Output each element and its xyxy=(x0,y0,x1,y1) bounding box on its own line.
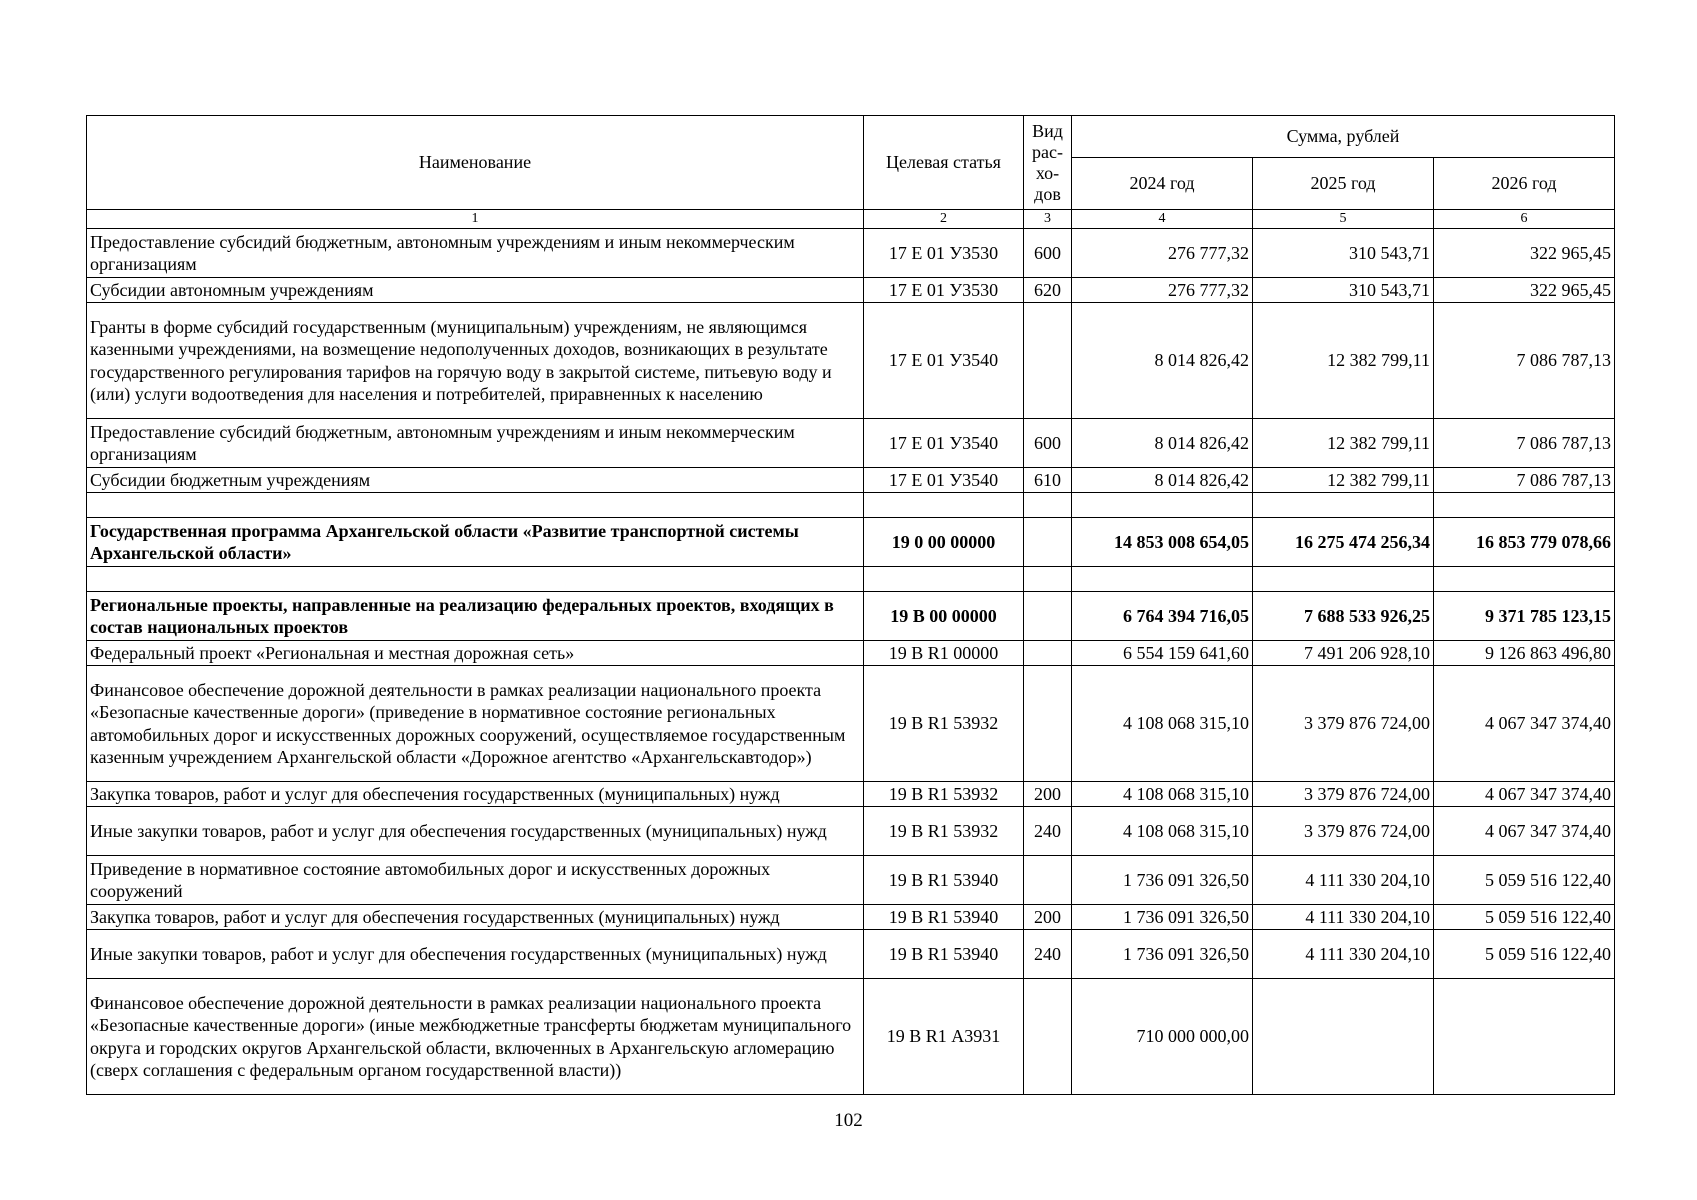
row-expense-type: 200 xyxy=(1024,782,1072,807)
row-target-code: 19 В R1 00000 xyxy=(864,641,1024,666)
budget-table xyxy=(86,115,1615,1095)
row-expense-type xyxy=(1024,567,1072,592)
row-sum-2025 xyxy=(1253,493,1434,518)
row-expense-type xyxy=(1024,303,1072,419)
row-sum-2026: 9 126 863 496,80 xyxy=(1434,641,1615,666)
row-expense-type xyxy=(1024,856,1072,905)
header-expense-type xyxy=(1024,116,1072,210)
row-target-code: 17 Е 01 У3540 xyxy=(864,303,1024,419)
column-index: 4 xyxy=(1072,210,1253,229)
row-name: Финансовое обеспечение дорожной деятельности в рамках реализации национального проекта «Безопасные качественные дороги» (иные межбюджетные трансферты бюджетам муниципального округа и городских округов Архангельской области, включенных в Архангельскую агломерацию (сверх соглашения с федеральным органом государственной власти)) xyxy=(87,979,864,1095)
row-sum-2025: 4 111 330 204,10 xyxy=(1253,856,1434,905)
table-row xyxy=(87,979,1615,1095)
row-sum-2024: 8 014 826,42 xyxy=(1072,419,1253,468)
row-sum-2026 xyxy=(1434,493,1615,518)
row-sum-2024: 4 108 068 315,10 xyxy=(1072,807,1253,856)
row-name: Приведение в нормативное состояние автомобильных дорог и искусственных дорожных сооружений xyxy=(87,856,864,905)
row-sum-2024: 6 554 159 641,60 xyxy=(1072,641,1253,666)
row-expense-type xyxy=(1024,666,1072,782)
row-expense-type: 240 xyxy=(1024,930,1072,979)
row-sum-2025: 7 688 533 926,25 xyxy=(1253,592,1434,641)
header-sum: Сумма, рублей xyxy=(1072,116,1615,158)
row-name: Закупка товаров, работ и услуг для обеспечения государственных (муниципальных) нужд xyxy=(87,905,864,930)
table-row xyxy=(87,592,1615,641)
column-index: 3 xyxy=(1024,210,1072,229)
row-sum-2024: 6 764 394 716,05 xyxy=(1072,592,1253,641)
row-sum-2026: 7 086 787,13 xyxy=(1434,468,1615,493)
row-target-code: 19 0 00 00000 xyxy=(864,518,1024,567)
row-name: Федеральный проект «Региональная и местная дорожная сеть» xyxy=(87,641,864,666)
page-number: 102 xyxy=(834,1110,863,1131)
row-sum-2026: 4 067 347 374,40 xyxy=(1434,782,1615,807)
row-name: Иные закупки товаров, работ и услуг для обеспечения государственных (муниципальных) нужд xyxy=(87,930,864,979)
row-name: Финансовое обеспечение дорожной деятельности в рамках реализации национального проекта «Безопасные качественные дороги» (приведение в нормативное состояние региональных автомобильных дорог и искусственных дорожных сооружений, осуществляемое государственным казенным учреждением Архангельской области «Дорожное агентство «Архангельскавтодор») xyxy=(87,666,864,782)
table-row xyxy=(87,666,1615,782)
table-row xyxy=(87,641,1615,666)
row-sum-2025: 12 382 799,11 xyxy=(1253,419,1434,468)
row-sum-2025: 12 382 799,11 xyxy=(1253,303,1434,419)
row-target-code: 17 Е 01 У3530 xyxy=(864,278,1024,303)
row-sum-2024: 14 853 008 654,05 xyxy=(1072,518,1253,567)
row-sum-2025: 4 111 330 204,10 xyxy=(1253,905,1434,930)
row-sum-2026: 5 059 516 122,40 xyxy=(1434,930,1615,979)
row-sum-2025: 16 275 474 256,34 xyxy=(1253,518,1434,567)
row-sum-2024: 1 736 091 326,50 xyxy=(1072,905,1253,930)
table-row xyxy=(87,303,1615,419)
row-sum-2024: 1 736 091 326,50 xyxy=(1072,930,1253,979)
row-sum-2026: 4 067 347 374,40 xyxy=(1434,807,1615,856)
row-sum-2024 xyxy=(1072,493,1253,518)
row-target-code: 19 В R1 53940 xyxy=(864,856,1024,905)
header-name: Наименование xyxy=(87,116,864,210)
row-sum-2024: 8 014 826,42 xyxy=(1072,468,1253,493)
row-expense-type xyxy=(1024,518,1072,567)
header-type-line: дов xyxy=(1034,183,1061,204)
column-index: 1 xyxy=(87,210,864,229)
row-target-code: 19 В R1 53932 xyxy=(864,666,1024,782)
row-sum-2025: 310 543,71 xyxy=(1253,229,1434,278)
row-name: Закупка товаров, работ и услуг для обеспечения государственных (муниципальных) нужд xyxy=(87,782,864,807)
row-expense-type xyxy=(1024,641,1072,666)
row-sum-2025: 310 543,71 xyxy=(1253,278,1434,303)
row-sum-2024: 4 108 068 315,10 xyxy=(1072,666,1253,782)
table-row xyxy=(87,229,1615,278)
row-target-code xyxy=(864,567,1024,592)
table-row xyxy=(87,493,1615,518)
row-sum-2025: 7 491 206 928,10 xyxy=(1253,641,1434,666)
row-name: Гранты в форме субсидий государственным (муниципальным) учреждениям, не являющимся казенными учреждениями, на возмещение недополученных доходов, возникающих в результате государственного регулирования тарифов на горячую воду в закрытой системе, питьевую воду и (или) услуги водоотведения для населения и потребителей, приравненных к населению xyxy=(87,303,864,419)
column-index: 5 xyxy=(1253,210,1434,229)
row-sum-2025: 3 379 876 724,00 xyxy=(1253,666,1434,782)
row-target-code: 17 Е 01 У3540 xyxy=(864,468,1024,493)
row-name: Субсидии автономным учреждениям xyxy=(87,278,864,303)
row-sum-2024: 1 736 091 326,50 xyxy=(1072,856,1253,905)
row-sum-2026 xyxy=(1434,567,1615,592)
row-sum-2026: 7 086 787,13 xyxy=(1434,303,1615,419)
row-sum-2025: 3 379 876 724,00 xyxy=(1253,782,1434,807)
header-code: Целевая статья xyxy=(864,116,1024,210)
row-sum-2024 xyxy=(1072,567,1253,592)
row-target-code: 19 В R1 53932 xyxy=(864,782,1024,807)
row-name xyxy=(87,567,864,592)
row-target-code: 19 В 00 00000 xyxy=(864,592,1024,641)
table-row xyxy=(87,856,1615,905)
row-sum-2024: 8 014 826,42 xyxy=(1072,303,1253,419)
row-name: Предоставление субсидий бюджетным, автономным учреждениям и иным некоммерческим организациям xyxy=(87,419,864,468)
row-expense-type xyxy=(1024,493,1072,518)
column-index: 6 xyxy=(1434,210,1615,229)
header-year-2026: 2026 год xyxy=(1434,158,1615,210)
row-sum-2026: 16 853 779 078,66 xyxy=(1434,518,1615,567)
table-row xyxy=(87,468,1615,493)
header-year-2024: 2024 год xyxy=(1072,158,1253,210)
row-expense-type xyxy=(1024,979,1072,1095)
row-sum-2025: 3 379 876 724,00 xyxy=(1253,807,1434,856)
row-expense-type: 200 xyxy=(1024,905,1072,930)
column-index-row xyxy=(87,210,1615,229)
row-target-code: 19 В R1 А3931 xyxy=(864,979,1024,1095)
header-type-line: Вид xyxy=(1032,120,1063,141)
row-target-code: 17 Е 01 У3530 xyxy=(864,229,1024,278)
row-sum-2026: 5 059 516 122,40 xyxy=(1434,905,1615,930)
row-name: Субсидии бюджетным учреждениям xyxy=(87,468,864,493)
row-name: Региональные проекты, направленные на реализацию федеральных проектов, входящих в состав национальных проектов xyxy=(87,592,864,641)
table-row xyxy=(87,518,1615,567)
row-sum-2025 xyxy=(1253,979,1434,1095)
row-target-code: 17 Е 01 У3540 xyxy=(864,419,1024,468)
row-sum-2025: 4 111 330 204,10 xyxy=(1253,930,1434,979)
table-row xyxy=(87,905,1615,930)
row-expense-type: 600 xyxy=(1024,419,1072,468)
row-name: Иные закупки товаров, работ и услуг для обеспечения государственных (муниципальных) нужд xyxy=(87,807,864,856)
budget-document xyxy=(86,115,1614,1095)
table-row xyxy=(87,807,1615,856)
row-sum-2026: 9 371 785 123,15 xyxy=(1434,592,1615,641)
table-row xyxy=(87,930,1615,979)
row-sum-2025 xyxy=(1253,567,1434,592)
row-expense-type: 240 xyxy=(1024,807,1072,856)
row-sum-2024: 710 000 000,00 xyxy=(1072,979,1253,1095)
row-sum-2026: 4 067 347 374,40 xyxy=(1434,666,1615,782)
row-sum-2026: 5 059 516 122,40 xyxy=(1434,856,1615,905)
row-sum-2026: 7 086 787,13 xyxy=(1434,419,1615,468)
row-sum-2026: 322 965,45 xyxy=(1434,278,1615,303)
row-expense-type: 620 xyxy=(1024,278,1072,303)
row-name xyxy=(87,493,864,518)
row-sum-2024: 276 777,32 xyxy=(1072,278,1253,303)
table-row xyxy=(87,278,1615,303)
row-expense-type xyxy=(1024,592,1072,641)
table-row xyxy=(87,567,1615,592)
row-target-code: 19 В R1 53932 xyxy=(864,807,1024,856)
table-row xyxy=(87,419,1615,468)
row-target-code: 19 В R1 53940 xyxy=(864,930,1024,979)
row-sum-2024: 276 777,32 xyxy=(1072,229,1253,278)
row-target-code: 19 В R1 53940 xyxy=(864,905,1024,930)
row-name: Государственная программа Архангельской области «Развитие транспортной системы Архангельской области» xyxy=(87,518,864,567)
header-type-line: рас- xyxy=(1032,141,1063,162)
header-type-line: хо- xyxy=(1035,162,1060,183)
row-target-code xyxy=(864,493,1024,518)
header-year-2025: 2025 год xyxy=(1253,158,1434,210)
table-row xyxy=(87,782,1615,807)
row-expense-type: 600 xyxy=(1024,229,1072,278)
row-expense-type: 610 xyxy=(1024,468,1072,493)
row-sum-2024: 4 108 068 315,10 xyxy=(1072,782,1253,807)
row-sum-2025: 12 382 799,11 xyxy=(1253,468,1434,493)
column-index: 2 xyxy=(864,210,1024,229)
table-body xyxy=(87,229,1615,1095)
row-sum-2026 xyxy=(1434,979,1615,1095)
row-name: Предоставление субсидий бюджетным, автономным учреждениям и иным некоммерческим организациям xyxy=(87,229,864,278)
row-sum-2026: 322 965,45 xyxy=(1434,229,1615,278)
